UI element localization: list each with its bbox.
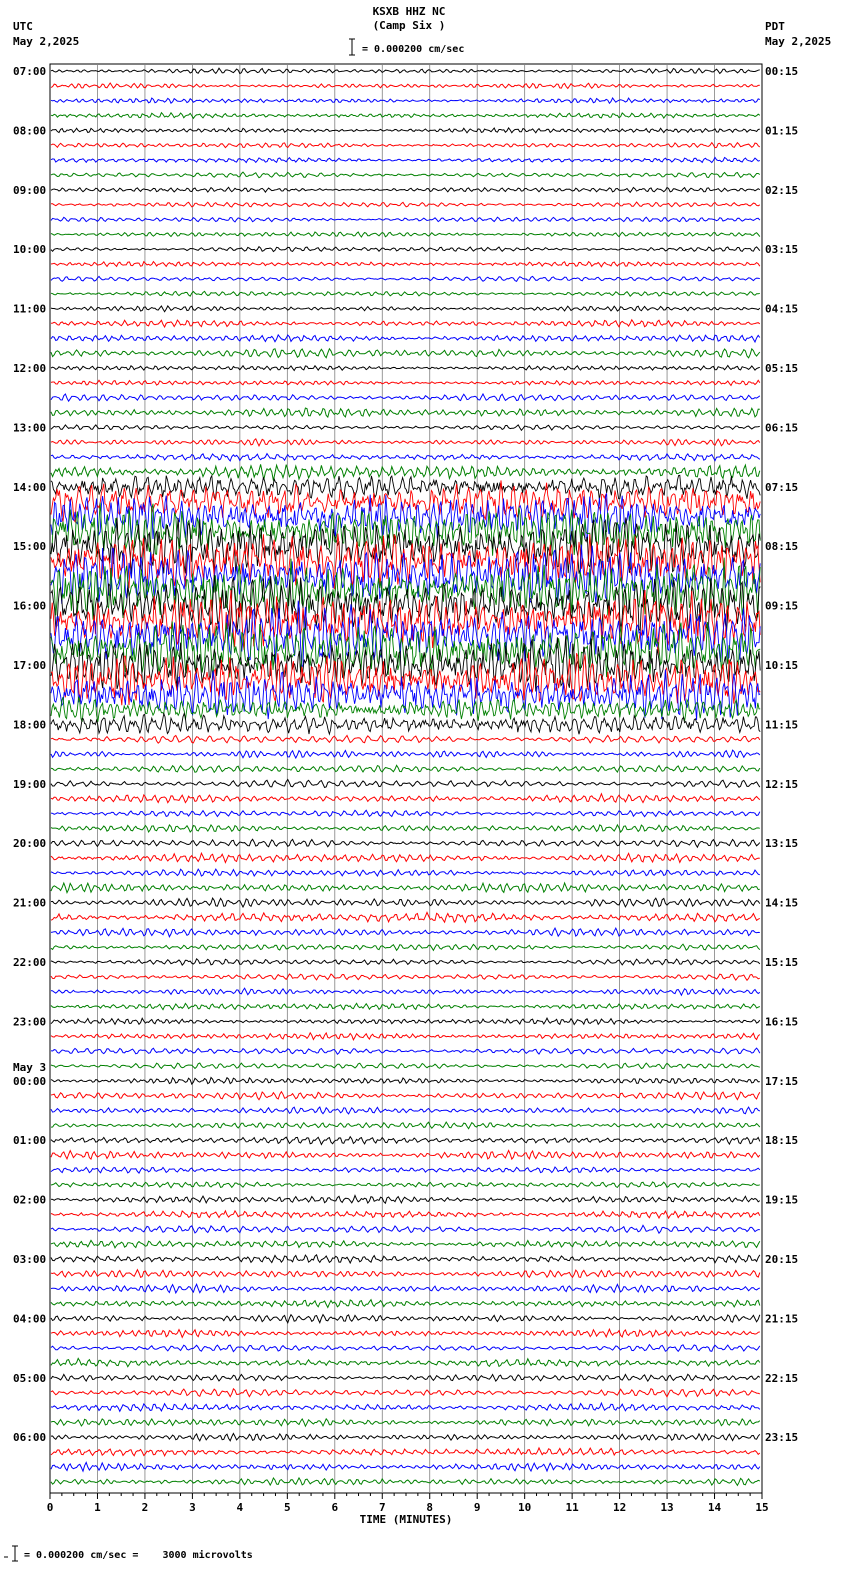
- trace-line: [51, 714, 760, 735]
- trace-line: [51, 187, 760, 192]
- trace-line: [51, 1478, 760, 1486]
- trace-line: [51, 898, 760, 907]
- trace-line: [51, 853, 760, 862]
- utc-hour-label: 00:00: [13, 1074, 47, 1088]
- trace-line: [51, 839, 760, 847]
- pdt-hour-label: 07:15: [765, 480, 799, 494]
- utc-hour-label: 01:00: [13, 1134, 47, 1148]
- x-tick-label: 14: [707, 1501, 722, 1514]
- trace-line: [51, 464, 760, 480]
- utc-hour-label: 10:00: [13, 243, 47, 257]
- trace-line: [51, 780, 760, 788]
- pdt-hour-label: 00:15: [765, 65, 799, 78]
- trace-line: [51, 128, 760, 133]
- trace-line: [51, 172, 760, 178]
- x-tick-label: 4: [236, 1501, 244, 1514]
- trace-line: [51, 83, 760, 88]
- utc-hour-label: 09:00: [13, 183, 47, 197]
- x-tick-label: 5: [284, 1501, 291, 1514]
- trace-line: [51, 1107, 760, 1114]
- scale-label: = 0.000200 cm/sec: [362, 44, 465, 55]
- utc-hour-label: 06:00: [13, 1431, 47, 1445]
- trace-line: [51, 959, 760, 965]
- utc-hour-label: 16:00: [13, 599, 47, 613]
- trace-line: [51, 98, 760, 103]
- trace-line: [51, 1374, 760, 1381]
- pdt-hour-label: 02:15: [765, 183, 799, 197]
- trace-line: [51, 439, 760, 446]
- left-timezone-label: UTC: [13, 20, 33, 33]
- x-axis-title: TIME (MINUTES): [359, 1513, 453, 1526]
- pdt-hour-label: 06:15: [765, 421, 799, 435]
- trace-line: [51, 1078, 760, 1085]
- trace-line: [51, 988, 760, 995]
- trace-line: [51, 394, 760, 401]
- trace-line: [51, 306, 760, 312]
- footer-scale-bar-icon: [2, 1545, 22, 1563]
- trace-line: [51, 1434, 760, 1441]
- trace-line: [51, 1255, 760, 1263]
- pdt-hour-label: 09:15: [765, 599, 799, 613]
- utc-hour-label: 02:00: [13, 1193, 47, 1207]
- trace-line: [51, 765, 760, 772]
- site-name: (Camp Six ): [372, 19, 446, 32]
- utc-hour-label: 14:00: [13, 480, 47, 494]
- utc-hour-label: 13:00: [13, 421, 47, 435]
- x-tick-label: 8: [426, 1501, 434, 1514]
- trace-line: [51, 202, 760, 207]
- pdt-hour-label: 15:15: [765, 956, 799, 969]
- utc-hour-label: 12:00: [13, 362, 47, 375]
- trace-line: [51, 276, 760, 281]
- pdt-hour-label: 23:15: [765, 1431, 799, 1445]
- pdt-hour-label: 03:15: [765, 243, 799, 257]
- x-tick-label: 9: [473, 1501, 481, 1514]
- trace-line: [51, 810, 760, 816]
- trace-line: [51, 944, 760, 950]
- trace-line: [51, 1240, 760, 1247]
- trace-line: [51, 366, 760, 371]
- pdt-hour-label: 08:15: [765, 540, 799, 554]
- pdt-hour-label: 04:15: [765, 302, 799, 316]
- trace-line: [51, 1448, 760, 1456]
- trace-line: [51, 320, 760, 327]
- trace-line: [51, 750, 760, 758]
- trace-line: [51, 143, 760, 148]
- trace-line: [51, 869, 760, 876]
- trace-line: [51, 1389, 760, 1397]
- trace-line: [51, 825, 760, 832]
- trace-line: [51, 1315, 760, 1323]
- utc-hour-label: 22:00: [13, 956, 47, 969]
- trace-line: [51, 217, 760, 222]
- pdt-hour-label: 10:15: [765, 659, 799, 672]
- trace-line: [51, 247, 760, 252]
- trace-line: [51, 912, 760, 922]
- pdt-hour-label: 17:15: [765, 1074, 799, 1088]
- footer-scale-label: = 0.000200 cm/sec = 3000 microvolts: [24, 1550, 253, 1561]
- trace-line: [51, 1196, 760, 1204]
- trace-line: [51, 113, 760, 119]
- trace-line: [51, 1063, 760, 1069]
- x-tick-label: 0: [46, 1501, 54, 1514]
- utc-hour-label: 21:00: [13, 896, 47, 910]
- x-tick-label: 13: [660, 1501, 674, 1514]
- utc-hour-label: 11:00: [13, 302, 47, 316]
- trace-line: [51, 1358, 760, 1366]
- right-date-label: May 2,2025: [765, 35, 832, 48]
- utc-hour-label: 23:00: [13, 1015, 47, 1029]
- trace-line: [51, 1211, 760, 1218]
- trace-line: [51, 794, 760, 803]
- pdt-hour-label: 14:15: [765, 896, 799, 910]
- plot-frame: [50, 64, 762, 1493]
- utc-hour-label: 08:00: [13, 124, 47, 138]
- utc-hour-label: 04:00: [13, 1312, 47, 1326]
- trace-line: [51, 736, 760, 744]
- pdt-hour-label: 12:15: [765, 777, 799, 791]
- trace-line: [51, 335, 760, 342]
- trace-line: [51, 1225, 760, 1233]
- trace-line: [51, 262, 760, 267]
- trace-line: [51, 1167, 760, 1173]
- trace-line: [51, 291, 760, 296]
- x-tick-label: 10: [518, 1501, 532, 1514]
- trace-line: [51, 1284, 760, 1293]
- utc-hour-label: 05:00: [13, 1371, 47, 1385]
- utc-hour-label: 18:00: [13, 718, 47, 732]
- date-change-label: May 3: [13, 1060, 47, 1074]
- x-tick-label: 7: [378, 1501, 386, 1514]
- trace-line: [51, 1048, 760, 1054]
- x-tick-label: 15: [755, 1501, 769, 1514]
- trace-line: [51, 1345, 760, 1352]
- x-tick-label: 12: [612, 1501, 627, 1514]
- trace-line: [51, 454, 760, 461]
- trace-line: [51, 974, 760, 980]
- trace-line: [51, 883, 760, 893]
- trace-line: [51, 408, 760, 417]
- utc-hour-label: 07:00: [13, 65, 47, 78]
- utc-hour-label: 17:00: [13, 659, 47, 672]
- pdt-hour-label: 19:15: [765, 1193, 799, 1207]
- x-tick-label: 2: [141, 1501, 149, 1514]
- trace-line: [51, 68, 760, 73]
- pdt-hour-label: 13:15: [765, 837, 799, 851]
- pdt-hour-label: 16:15: [765, 1015, 799, 1029]
- trace-line: [51, 349, 760, 358]
- trace-line: [51, 475, 760, 499]
- utc-hour-label: 19:00: [13, 777, 47, 791]
- x-tick-label: 11: [565, 1501, 579, 1514]
- x-tick-label: 1: [94, 1501, 101, 1514]
- trace-line: [51, 1270, 760, 1278]
- trace-line: [51, 1419, 760, 1426]
- pdt-hour-label: 01:15: [765, 124, 799, 138]
- utc-hour-label: 15:00: [13, 540, 47, 554]
- trace-line: [51, 1182, 760, 1188]
- right-timezone-label: PDT: [765, 20, 785, 33]
- trace-line: [51, 232, 760, 237]
- pdt-hour-label: 18:15: [765, 1134, 799, 1148]
- trace-line: [51, 1329, 760, 1337]
- x-tick-label: 3: [189, 1501, 196, 1514]
- trace-line: [51, 158, 760, 163]
- trace-line: [51, 1137, 760, 1145]
- left-date-label: May 2,2025: [13, 35, 80, 48]
- pdt-hour-label: 05:15: [765, 362, 799, 375]
- trace-line: [51, 1462, 760, 1471]
- trace-line: [51, 928, 760, 937]
- trace-line: [51, 1300, 760, 1308]
- trace-line: [51, 425, 760, 430]
- station-title: KSXB HHZ NC: [372, 5, 446, 18]
- utc-hour-label: 20:00: [13, 837, 47, 851]
- trace-line: [51, 380, 760, 385]
- trace-line: [51, 1403, 760, 1411]
- trace-line: [51, 1018, 760, 1024]
- pdt-hour-label: 11:15: [765, 718, 799, 732]
- pdt-hour-label: 22:15: [765, 1371, 799, 1385]
- trace-line: [51, 1151, 760, 1160]
- trace-line: [51, 1003, 760, 1009]
- pdt-hour-label: 21:15: [765, 1312, 799, 1326]
- utc-hour-label: 03:00: [13, 1253, 47, 1266]
- trace-line: [51, 1122, 760, 1129]
- x-tick-label: 6: [331, 1501, 339, 1514]
- trace-line: [51, 1092, 760, 1100]
- trace-line: [51, 1033, 760, 1040]
- pdt-hour-label: 20:15: [765, 1253, 799, 1266]
